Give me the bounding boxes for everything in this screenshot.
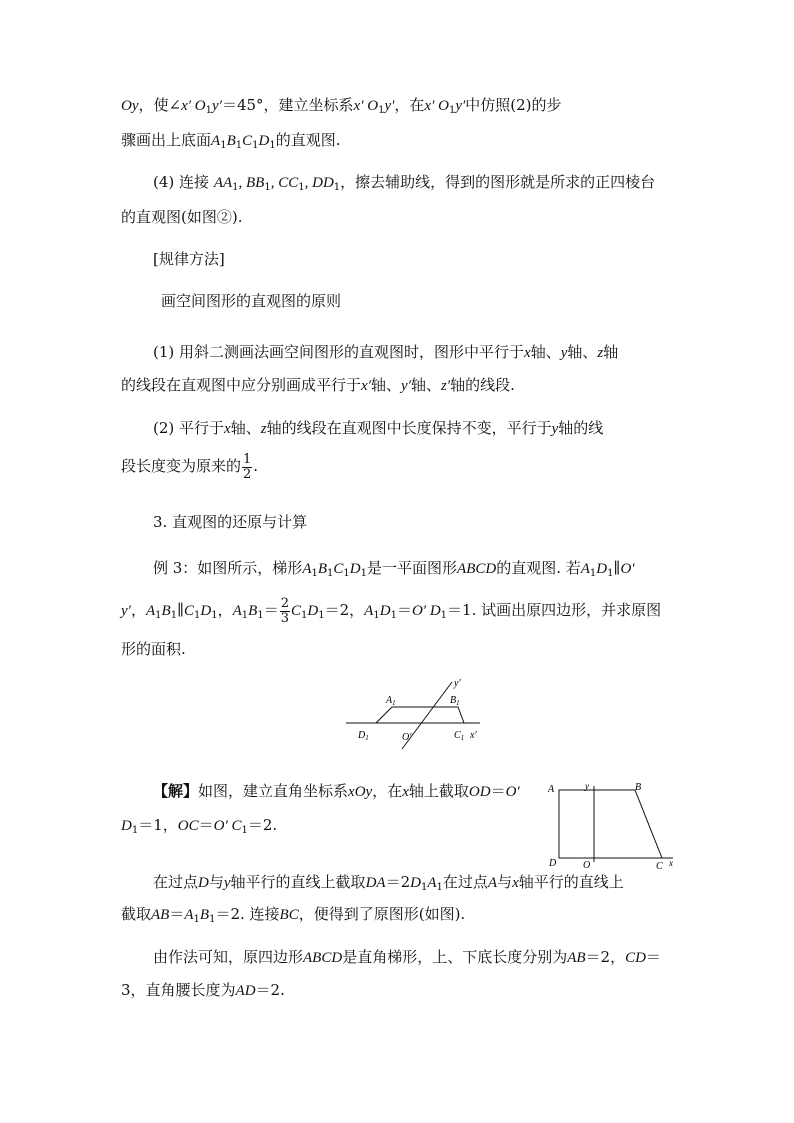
label-c: C — [656, 861, 663, 870]
label-x: x — [669, 858, 673, 868]
example3-line1: 例 3：如图所示，梯形$A_1B_1C_1D_1$是一平面图形ABCD的直观图. 若$A_1D_1\parallel O'$ — [153, 559, 635, 579]
figure-oblique-trapezoid — [340, 674, 490, 752]
solution-line2: $D_1=1$，OC＝O′ $C_1=2$. — [121, 816, 278, 836]
label-y-prime: y′ — [454, 678, 461, 689]
draw-line2: 截取$AB=A_1B_1=2$. 连接BC，便得到了原图形(如图). — [121, 905, 466, 925]
section3-title: 3. 直观图的还原与计算 — [153, 513, 308, 531]
method-label: [规律方法] — [153, 250, 225, 268]
label-o-prime: O′ — [402, 732, 412, 743]
fraction-one-half: $\frac{1}{2}$ — [243, 451, 252, 482]
label-a1: $A_1$ — [386, 695, 396, 707]
label-x-prime: x′ — [470, 730, 477, 741]
draw-line1: 在过点D与y轴平行的直线上截取$DA=2D_1A_1$在过点A与x轴平行的直线上 — [153, 873, 624, 893]
label-y: y — [585, 781, 589, 791]
solution-line1: 【解】如图，建立直角坐标系xOy，在x轴上截取OD＝O′ — [153, 782, 520, 800]
rule2-line1: (2) 平行于x轴、z轴的线段在直观图中长度保持不变，平行于y轴的线 — [153, 419, 604, 437]
trapezoid-a1b1c1d1 — [376, 707, 464, 723]
conclude-line1: 由作法可知，原四边形ABCD是直角梯形，上、下底长度分别为AB＝2，CD＝ — [153, 948, 661, 966]
label-c1: $C_1$ — [454, 730, 465, 742]
fraction-two-thirds: $\frac{2}{3}$ — [280, 595, 290, 626]
label-a: A — [548, 784, 555, 795]
example3-line3: 形的面积. — [121, 640, 186, 658]
label-b: B — [635, 782, 642, 793]
rule1-line2: 的线段在直观图中应分别画成平行于x′轴、y′轴、z′轴的线段. — [121, 376, 515, 394]
para1-line2: 骤画出上底面$A_1B_1C_1D_1$的直观图. — [121, 131, 341, 151]
rule2-line2: 段长度变为原来的 $\frac{1}{2}$ . — [121, 451, 259, 482]
para2-line2: 的直观图(如图②). — [121, 208, 243, 226]
conclude-line2: 3，直角腰长度为AD＝2. — [121, 981, 285, 999]
rule1-line1: (1) 用斜二测画法画空间图形的直观图时，图形中平行于x轴、y轴、z轴 — [153, 343, 619, 361]
principle-title: 画空间图形的直观图的原则 — [161, 292, 342, 310]
para1-line1: Oy，使∠x′ $O_1y'=45^\circ$，建立坐标系x′ $O_1y'$，在x′ $O_1y'$中仿照(2)的步 — [121, 96, 562, 116]
label-d1: $D_1$ — [358, 730, 369, 742]
figure-right-trapezoid — [545, 778, 680, 870]
label-b1: $B_1$ — [450, 695, 460, 707]
label-o: O — [583, 860, 591, 870]
para2-line1: (4) 连接 $AA_1$, $BB_1$, $CC_1$, $DD_1$，擦去辅助线，得到的图形就是所求的正四棱台 — [153, 173, 656, 193]
label-d: D — [549, 858, 557, 869]
trapezoid-abcd — [559, 790, 662, 858]
example3-line2: y′，$A_1B_1\parallel C_1D_1$，$A_1B_1=$ $\frac{2}{3}$ $C_1D_1=2$，$A_1D_1=O'$ $D_1=1$. 试画出原四边形，并求原图 — [121, 595, 662, 626]
